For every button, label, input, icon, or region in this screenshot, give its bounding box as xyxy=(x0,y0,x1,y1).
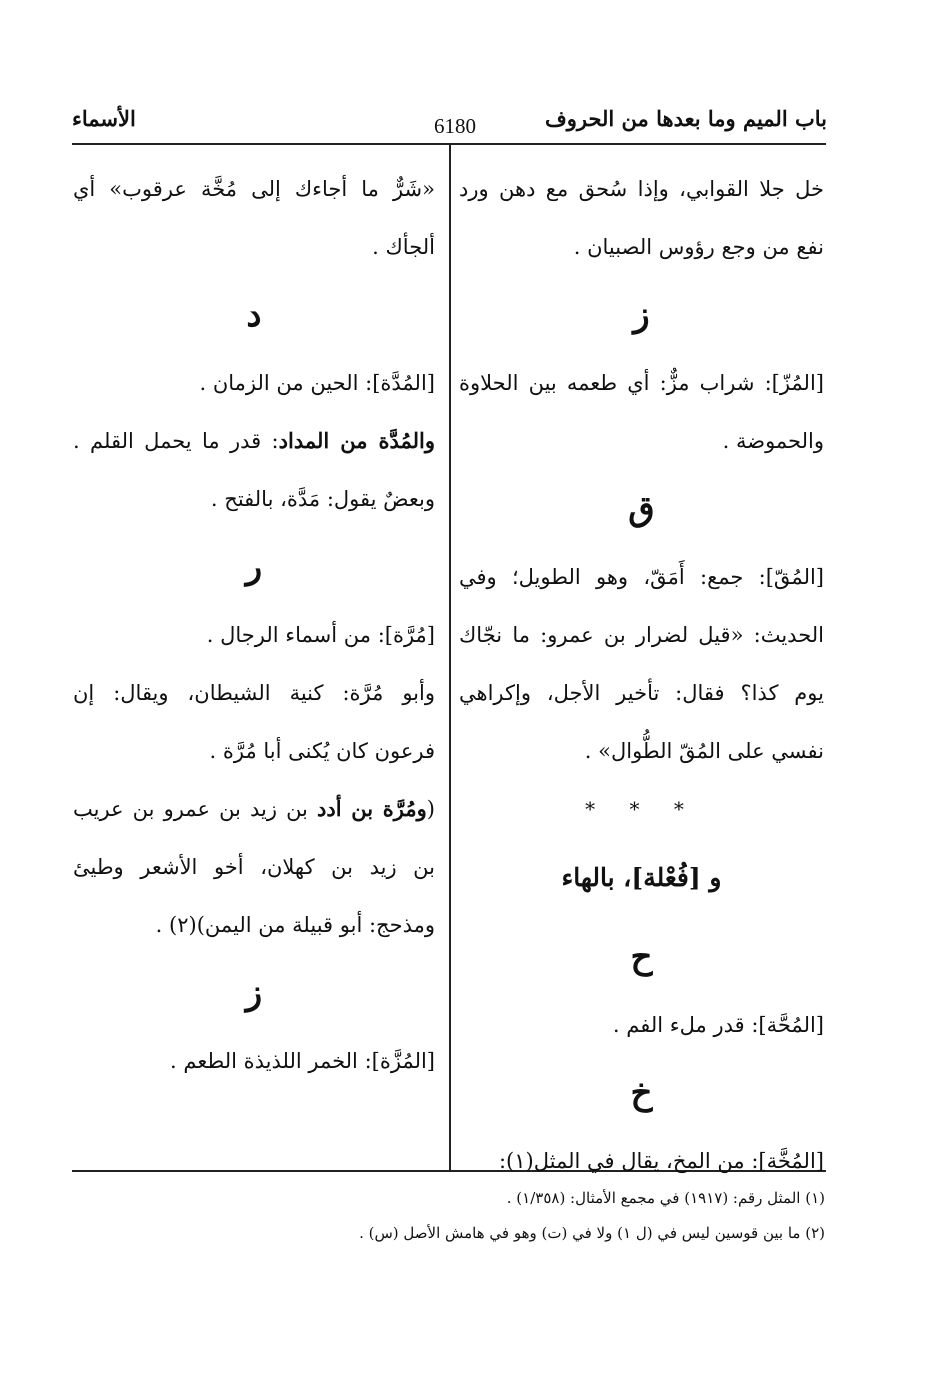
running-header-section: الأسماء xyxy=(72,106,136,131)
column-divider xyxy=(449,144,451,1170)
letter-heading: ح xyxy=(630,937,653,977)
right-column xyxy=(459,160,824,1190)
definition: : قدر ما يحمل القلم . وبعضٌ يقول: مَدَّة، بالفتح . xyxy=(73,429,435,511)
letter-heading: ر xyxy=(245,547,263,587)
footnote-2: (٢) ما بين قوسين ليس في (ل ١) ولا في (ت) وهو في هامش الأصل (س) . xyxy=(359,1224,825,1242)
letter-heading: ز xyxy=(245,973,263,1013)
running-header-chapter: باب الميم وما بعدها من الحروف xyxy=(544,106,827,131)
proverb-continuation: «شَرٌّ ما أجاءك إلى مُخَّة عرقوب» أي ألجأك . xyxy=(73,177,435,259)
pattern-heading: و [فُعْلة]، بالهاء xyxy=(561,863,722,892)
entry-murra: [مُرَّة]: من أسماء الرجال . xyxy=(206,623,435,647)
entry-abu-murra: وأبو مُرَّة: كنية الشيطان، ويقال: إن فرعون كان يُكنى أبا مُرَّة . xyxy=(73,681,435,763)
definition: بن زيد بن عمرو بن عريب بن زيد بن كهلان، أخو الأشعر وطيئ ومذحج: أبو قبيلة من اليمن)(٢) . xyxy=(73,797,435,937)
page-number: 6180 xyxy=(434,114,476,138)
entry-mukhkha: [المُخَّة]: من المخ، يقال في المثل(١): xyxy=(498,1149,824,1173)
entry-mudda-midad xyxy=(73,412,435,528)
entry-muqq: [المُقّ]: جمع: أَمَقّ، وهو الطويل؛ وفي الحديث: «قيل لضرار بن عمرو: ما نجّاك يوم كذا؟ فقال: تأخير الأجل، وإكراهي نفسي على المُقّ الطُّوال» . xyxy=(459,565,824,763)
letter-heading: ق xyxy=(628,489,655,529)
headword: ومُرَّة بن أدد xyxy=(316,796,427,821)
entry-mudda: [المُدَّة]: الحين من الزمان . xyxy=(199,371,435,395)
entry-murra-bin-udad xyxy=(73,780,435,954)
headword: والمُدَّة من المداد xyxy=(278,428,435,453)
paragraph: خل جلا القوابي، وإذا سُحق مع دهن ورد نفع من وجع رؤوس الصبيان . xyxy=(459,177,824,259)
letter-heading: ز xyxy=(633,295,650,335)
left-column xyxy=(73,160,435,1090)
letter-heading: خ xyxy=(630,1073,653,1113)
footnote-1: (١) المثل رقم: (١٩١٧) في مجمع الأمثال: (١/٣٥٨) . xyxy=(506,1189,825,1207)
entry-muzza: [المُزَّة]: الخمر اللذيذة الطعم . xyxy=(170,1049,435,1073)
letter-heading: د xyxy=(246,295,262,335)
open-paren: ( xyxy=(426,797,435,821)
section-separator: * * * xyxy=(585,797,698,821)
entry-muzz: [المُزّ]: شراب مزٌّ: أي طعمه بين الحلاوة والحموضة . xyxy=(459,371,824,453)
entry-muhha: [المُحَّة]: قدر ملء الفم . xyxy=(612,1013,824,1037)
